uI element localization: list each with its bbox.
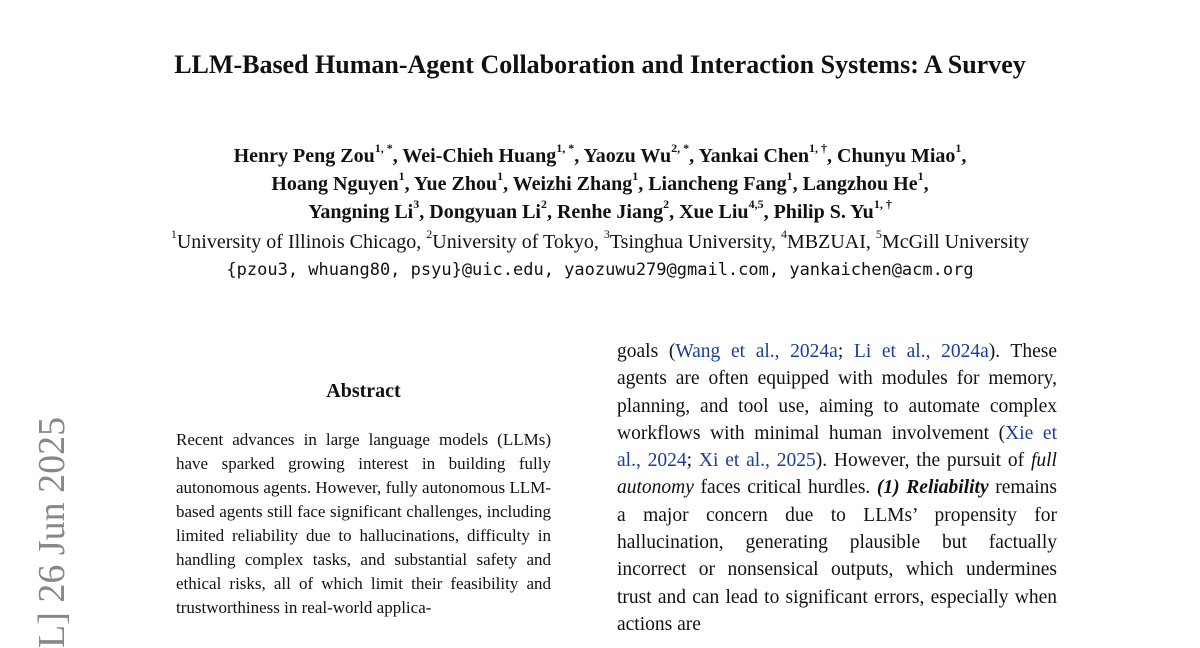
emphasis-text: full autonomy: [617, 450, 1057, 499]
author-name: Wei-Chieh Huang: [402, 145, 557, 167]
body-text: faces critical hurdles.: [693, 477, 877, 499]
author-name: Renhe Jiang: [556, 201, 664, 223]
affil-sup: 3: [603, 227, 610, 242]
author-name: Langzhou He: [802, 173, 918, 195]
author-list: [60, 142, 1140, 226]
author-sup: 1: [632, 169, 639, 184]
author-name: Yaozu Wu: [583, 145, 672, 167]
author-name: Liancheng Fang: [648, 173, 787, 195]
author-name: Dongyuan Li: [429, 201, 541, 223]
arxiv-stamp: L] 26 Jun 2025: [31, 416, 73, 648]
author-line-3: Yangning Li$^3$, Dongyuan Li$^2$, Renhe Jiang$^2$, Xue Liu$^{4,5}$, Philip S. $Yu^{1, \dagger}$: [308, 197, 892, 223]
affil-name: MBZUAI: [787, 231, 866, 253]
author-sup: 3: [413, 197, 420, 212]
abstract-heading: Abstract: [326, 380, 401, 402]
affil-name: University of Illinois Chicago: [176, 231, 417, 253]
author-sup: 1: [917, 169, 924, 184]
affiliations: $^1$University of Illinois Chicago, $^2$University of Tokyo, $^3$Tsinghua University, $^4$MBZUAI, $^5$McGill University: [170, 227, 1030, 253]
body-text: ). These agents are often equipped with modules for memory, planning, and tool use, aiming to automate complex workflows with minimal human involvement (: [617, 341, 1057, 444]
citation-link[interactable]: Xi et al., 2025: [698, 450, 816, 472]
author-sup: 1: [786, 169, 793, 184]
author-name: Weizhi Zhang: [512, 173, 633, 195]
author-name: Hoang Nguyen: [271, 173, 399, 195]
citation-link[interactable]: Xie et al., 2024: [617, 422, 1057, 472]
author-name: Yangning Li: [308, 201, 414, 223]
citation-link[interactable]: Li et al., 2024a: [853, 341, 989, 362]
affil-name: University of Tokyo: [432, 231, 594, 253]
author-name: Henry Peng Zou: [233, 145, 375, 167]
author-emails: {pzou3, whuang80, psyu}@uic.edu, yaozuwu279@gmail.com, yankaichen@acm.org: [226, 260, 974, 280]
author-sup: 2, *: [671, 141, 690, 156]
author-name: Yue Zhou: [413, 173, 498, 195]
author-sup: 1: [955, 141, 962, 156]
citation-link[interactable]: Wang et al., 2024a: [675, 341, 838, 362]
author-sup: 1, *: [556, 141, 575, 156]
author-sup: 4,5: [748, 197, 764, 212]
body-text: ). However, the pursuit of: [815, 450, 1031, 472]
intro-paragraph: [617, 338, 1057, 638]
author-sup: 2: [540, 197, 547, 212]
body-text: ;: [686, 450, 699, 472]
author-name: Xue Liu: [679, 201, 749, 223]
affil-sup: 1: [170, 227, 177, 242]
author-line-2: Hoang Nguyen$^1$, Yue Zhou$^1$, Weizhi Zhang$^1$, Liancheng Fang$^1$, Langzhou He$^1$,: [271, 169, 929, 195]
affil-sup: 4: [781, 227, 788, 242]
affil-sup: 5: [875, 227, 882, 242]
affil-sup: 2: [426, 227, 433, 242]
author-name: Yankai Chen: [698, 145, 810, 167]
affil-name: Tsinghua University: [609, 231, 772, 253]
abstract-text: Recent advances in large language models (LLMs) have sparked growing interest in building fully autonomous agents. However, fully autonomous LLM-based agents still face significant challenges, including limited reliability due to hallucinations, difficulty in handling complex tasks, and substantial safety and ethical risks, all of which limit their feasibility and trustworthiness in real-world applica-: [176, 430, 551, 617]
author-sup: 2: [663, 197, 670, 212]
body-text: goals (: [617, 341, 676, 362]
author-line-1: Henry Peng Zou$^{1, *}$, Wei-Chieh Huang$^{1, *}$, Yaozu $Wu^{2, *}$, Yankai Chen$^{1, \dagger}$, Chunyu Miao$^1$,: [233, 141, 967, 167]
author-sup: 1: [497, 169, 504, 184]
paper-title: LLM-Based Human-Agent Collaboration and Interaction Systems: A Survey: [174, 50, 1026, 79]
body-text: ;: [837, 341, 854, 362]
author-sup: 1: [398, 169, 405, 184]
bold-italic-heading: (1) Reliability: [876, 477, 989, 499]
author-sup: 1, †: [809, 141, 828, 156]
author-name: Philip S. Yu: [773, 201, 874, 223]
author-sup: 1, *: [374, 141, 393, 156]
affil-name: McGill University: [881, 231, 1030, 253]
body-text: remains a major concern due to LLMs’ propensity for hallucination, generating plausible but factually incorrect or nonsensical outputs, which undermines trust and can lead to significant errors, especially when actions are: [617, 477, 1057, 635]
author-sup: 1, †: [873, 197, 892, 212]
author-name: Chunyu Miao: [837, 145, 956, 167]
